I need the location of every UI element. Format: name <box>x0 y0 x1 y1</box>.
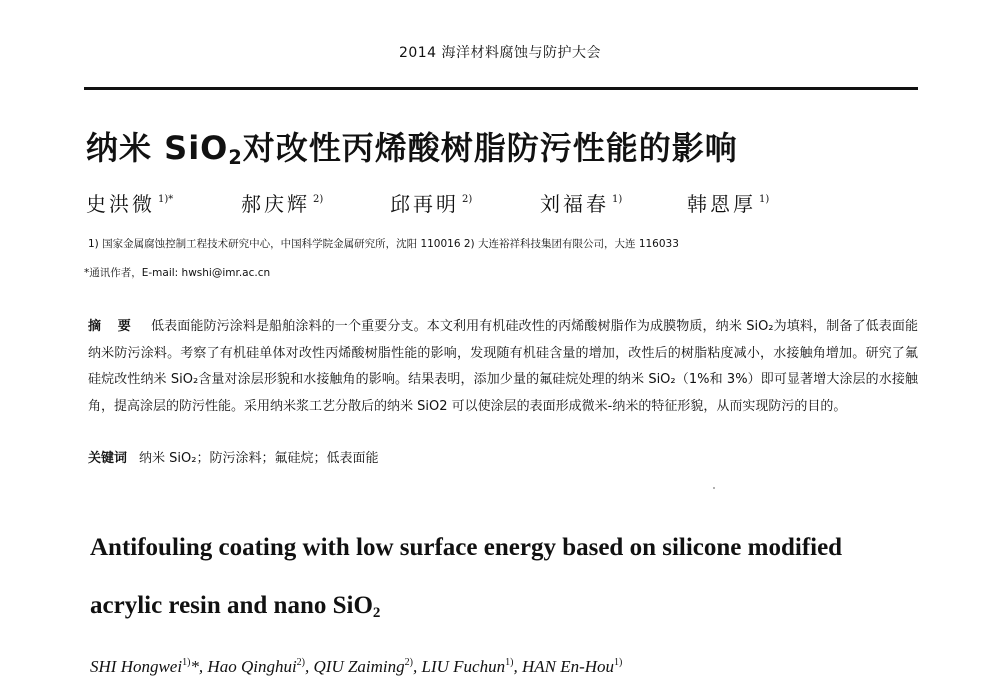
author-en-star: * <box>190 657 199 676</box>
keywords-text: 纳米 SiO₂；防污涂料；氟硅烷；低表面能 <box>139 451 379 466</box>
conference-header: 2014 海洋材料腐蚀与防护大会 <box>398 45 602 61</box>
english-title-part: acrylic resin and nano SiO <box>90 592 373 619</box>
keywords-label: 关键词 <box>88 451 128 466</box>
author-cn <box>86 188 173 217</box>
author-en-mark: 1) <box>505 657 514 668</box>
title-part-2: 对改性丙烯酸树脂防污性能的影响 <box>242 129 738 167</box>
author-cn-name: 韩恩厚 <box>687 192 756 216</box>
author-en-sep: , <box>305 657 314 676</box>
author-cn <box>540 188 622 217</box>
author-cn <box>687 188 769 217</box>
author-en-mark: 2) <box>404 657 414 668</box>
author-cn-mark: 2) <box>462 194 473 205</box>
author-en-sep: , <box>413 657 422 676</box>
author-en-mark: 1) <box>614 657 623 668</box>
author-cn-name: 郝庆辉 <box>241 192 310 216</box>
author-en-mark: 2) <box>296 657 306 668</box>
author-en <box>522 657 622 676</box>
title-subscript: 2 <box>228 145 243 169</box>
header-rule <box>84 87 918 90</box>
author-en-sep: , <box>513 657 522 676</box>
author-en-mark: 1) <box>182 657 191 668</box>
author-cn-mark: 1) <box>759 194 770 205</box>
corresponding-author: *通讯作者，E-mail: hwshi@imr.ac.cn <box>84 267 271 279</box>
author-cn-name: 刘福春 <box>540 192 609 216</box>
abstract-label: 摘 要 <box>88 319 137 334</box>
authors-en <box>90 657 622 677</box>
title-part-1: 纳米 SiO <box>86 129 229 167</box>
author-en <box>207 657 313 676</box>
author-en <box>314 657 422 676</box>
author-en-sep: , <box>198 657 208 676</box>
author-cn <box>390 188 472 217</box>
author-en-name: Hao Qinghui <box>207 657 297 676</box>
author-en-name: QIU Zaiming <box>313 657 405 676</box>
author-cn-name: 邱再明 <box>390 192 459 216</box>
author-cn-mark: 1)* <box>158 194 174 205</box>
affiliations: 1) 国家金属腐蚀控制工程技术研究中心，中国科学院金属研究所，沈阳 110016 2) 大连裕祥科技集团有限公司，大连 116033 <box>88 238 679 250</box>
author-cn-mark: 1) <box>612 194 623 205</box>
author-en-name: SHI Hongwei <box>90 657 183 676</box>
keywords-cn <box>88 447 378 466</box>
author-en <box>90 657 207 676</box>
english-title-subscript: 2 <box>372 604 381 621</box>
author-en-name: LIU Fuchun <box>421 657 506 676</box>
abstract-text: 低表面能防污涂料是船舶涂料的一个重要分支。本文利用有机硅改性的丙烯酸树脂作为成膜物质，纳米 SiO₂为填料，制备了低表面能纳米防污涂料。考察了有机硅单体对改性丙烯酸树脂性能的影响，发现随有机硅含量的增加，改性后的树脂粘度减小，水接触角增加。研究了氟硅烷改性纳米 SiO₂含量对涂层形貌和水接触角的影响。结果表明，添加少量的氟硅烷处理的纳米 SiO₂（1%和 3%）即可显著增大涂层的水接触角，提高涂层的防污性能。采用纳米浆工艺分散后的纳米 SiO2 可以使涂层的表面形成微米-纳米的特征形貌，从而实现防污的目的。 <box>88 319 918 414</box>
english-title-line-2 <box>90 592 930 622</box>
scan-speck <box>713 487 715 489</box>
author-en <box>422 657 522 676</box>
author-en-name: HAN En-Hou <box>521 657 615 676</box>
abstract-cn <box>88 314 918 420</box>
author-cn <box>241 188 323 217</box>
author-cn-name: 史洪微 <box>86 192 155 216</box>
paper-title-cn <box>86 123 738 169</box>
author-cn-mark: 2) <box>313 194 324 205</box>
english-title-line-1: Antifouling coating with low surface energy based on silicone modified <box>90 534 843 561</box>
